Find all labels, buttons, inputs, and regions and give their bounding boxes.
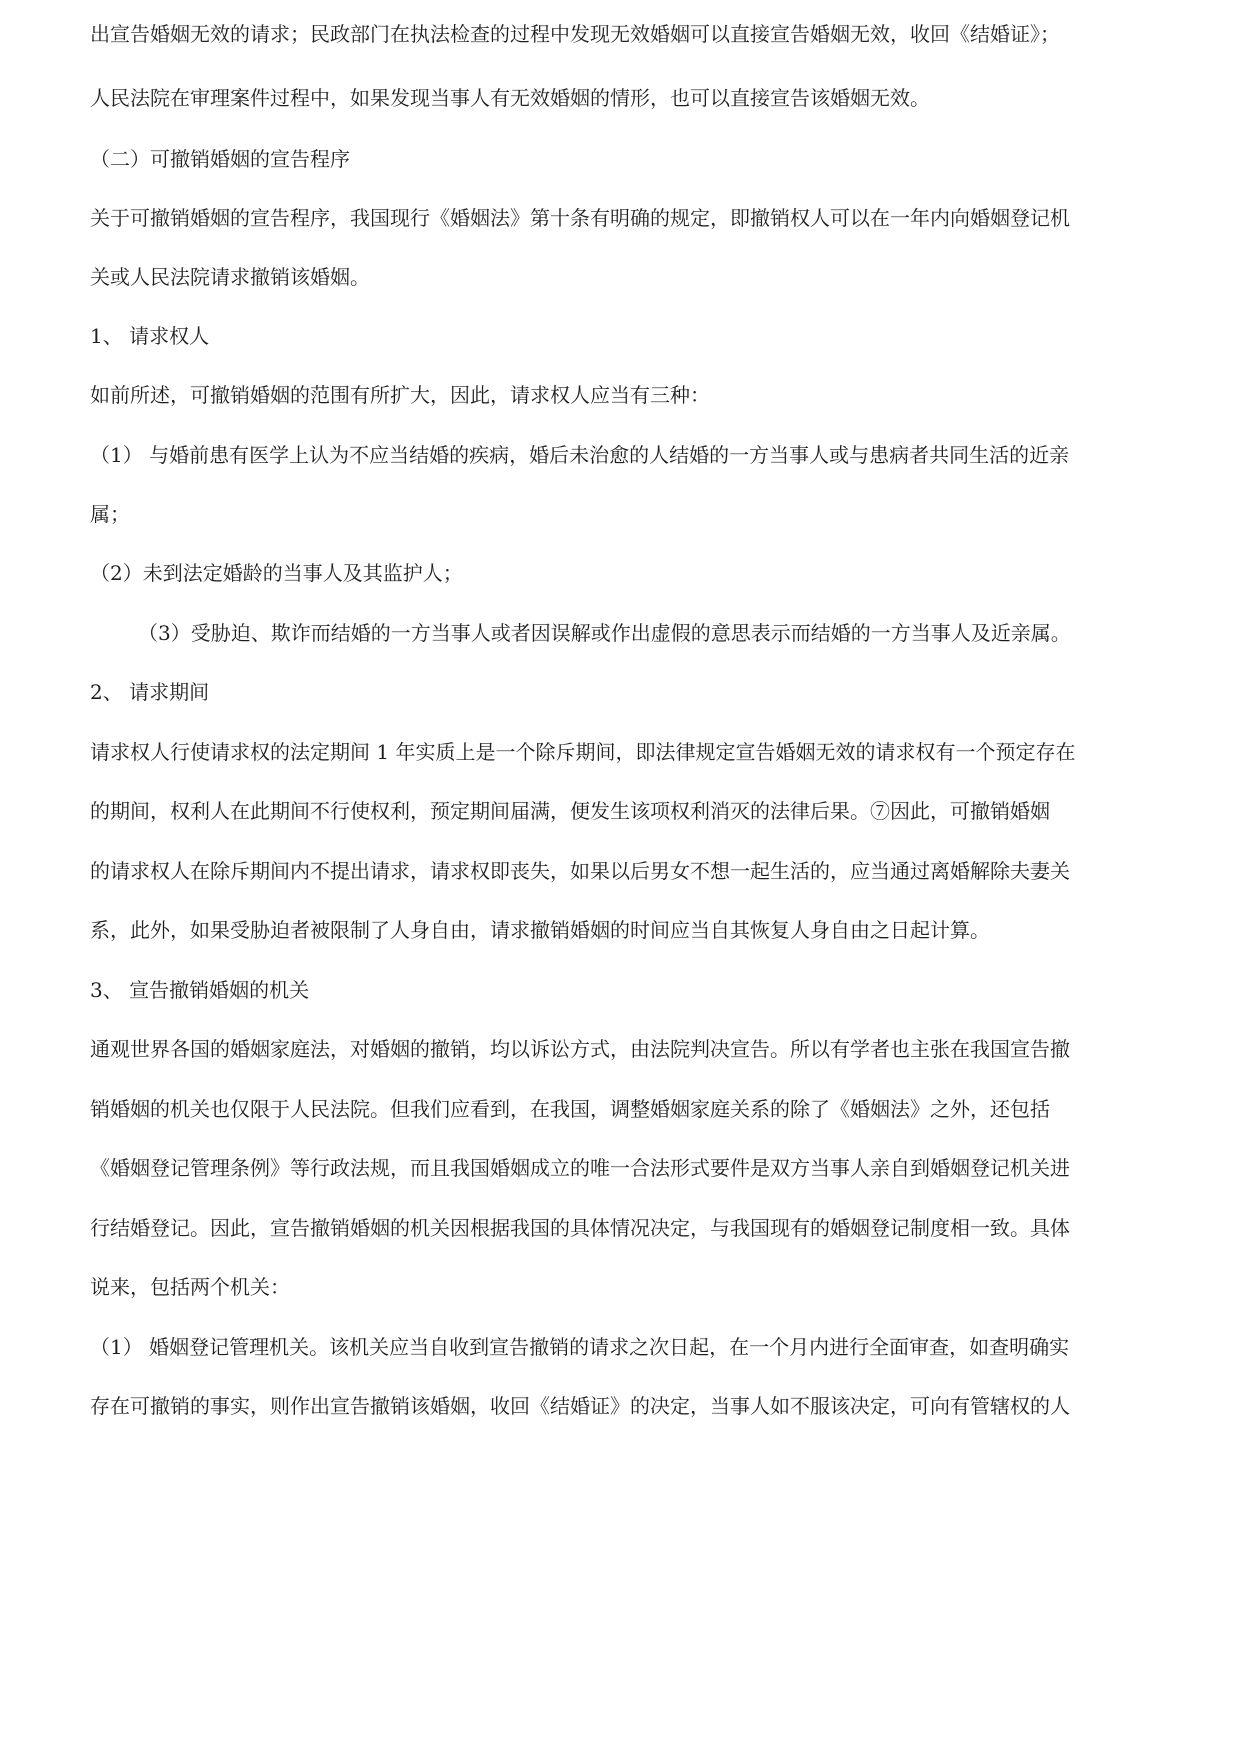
list-item: （1） 与婚前患有医学上认为不应当结婚的疾病，婚后未治愈的人结婚的一方当事人或与患病者共同生活的近亲 (90, 443, 1070, 467)
body-text-line: 人民法院在审理案件过程中，如果发现当事人有无效婚姻的情形，也可以直接宣告该婚姻无效。 (90, 86, 930, 110)
body-text-line: 如前所述，可撤销婚姻的范围有所扩大，因此，请求权人应当有三种： (90, 383, 710, 407)
body-text-line: 《婚姻登记管理条例》等行政法规，而且我国婚姻成立的唯一合法形式要件是双方当事人亲自到婚姻登记机关进 (90, 1156, 1070, 1180)
list-item: （2）未到法定婚龄的当事人及其监护人； (90, 561, 463, 585)
body-text-line: 说来，包括两个机关： (90, 1275, 290, 1299)
section-heading: （二）可撤销婚姻的宣告程序 (90, 147, 350, 171)
body-text-line: 的期间，权利人在此期间不行使权利，预定期间届满，便发生该项权利消灭的法律后果。⑦因此，可撤销婚姻 (90, 799, 1050, 823)
body-text-line: 属； (90, 502, 130, 526)
list-item: （1） 婚姻登记管理机关。该机关应当自收到宣告撤销的请求之次日起，在一个月内进行全面审查，如查明确实 (90, 1335, 1070, 1359)
body-text-line: 关或人民法院请求撤销该婚姻。 (90, 265, 370, 289)
body-text-line: 通观世界各国的婚姻家庭法，对婚姻的撤销，均以诉讼方式，由法院判决宣告。所以有学者也主张在我国宣告撤 (90, 1037, 1070, 1061)
subsection-heading: 3、 宣告撤销婚姻的机关 (90, 978, 310, 1002)
body-text-line: 出宣告婚姻无效的请求；民政部门在执法检查的过程中发现无效婚姻可以直接宣告婚姻无效，收回《结婚证》； (90, 22, 1060, 46)
body-text-line: 请求权人行使请求权的法定期间 1 年实质上是一个除斥期间，即法律规定宣告婚姻无效的请求权有一个预定存在 (90, 740, 1076, 764)
body-text-line: 的请求权人在除斥期间内不提出请求，请求权即丧失，如果以后男女不想一起生活的，应当通过离婚解除夫妻关 (90, 859, 1070, 883)
subsection-heading: 2、 请求期间 (90, 680, 210, 704)
body-text-line: 存在可撤销的事实，则作出宣告撤销该婚姻，收回《结婚证》的决定，当事人如不服该决定，可向有管辖权的人 (90, 1394, 1070, 1418)
body-text-line: 销婚姻的机关也仅限于人民法院。但我们应看到，在我国，调整婚姻家庭关系的除了《婚姻法》之外，还包括 (90, 1097, 1050, 1121)
body-text-line: 行结婚登记。因此，宣告撤销婚姻的机关因根据我国的具体情况决定，与我国现有的婚姻登记制度相一致。具体 (90, 1216, 1070, 1240)
list-item: （3）受胁迫、欺诈而结婚的一方当事人或者因误解或作出虚假的意思表示而结婚的一方当事人及近亲属。 (138, 621, 1071, 645)
subsection-heading: 1、 请求权人 (90, 324, 210, 348)
body-text-line: 关于可撤销婚姻的宣告程序，我国现行《婚姻法》第十条有明确的规定，即撤销权人可以在一年内向婚姻登记机 (90, 206, 1070, 230)
body-text-line: 系，此外，如果受胁迫者被限制了人身自由，请求撤销婚姻的时间应当自其恢复人身自由之日起计算。 (90, 918, 990, 942)
